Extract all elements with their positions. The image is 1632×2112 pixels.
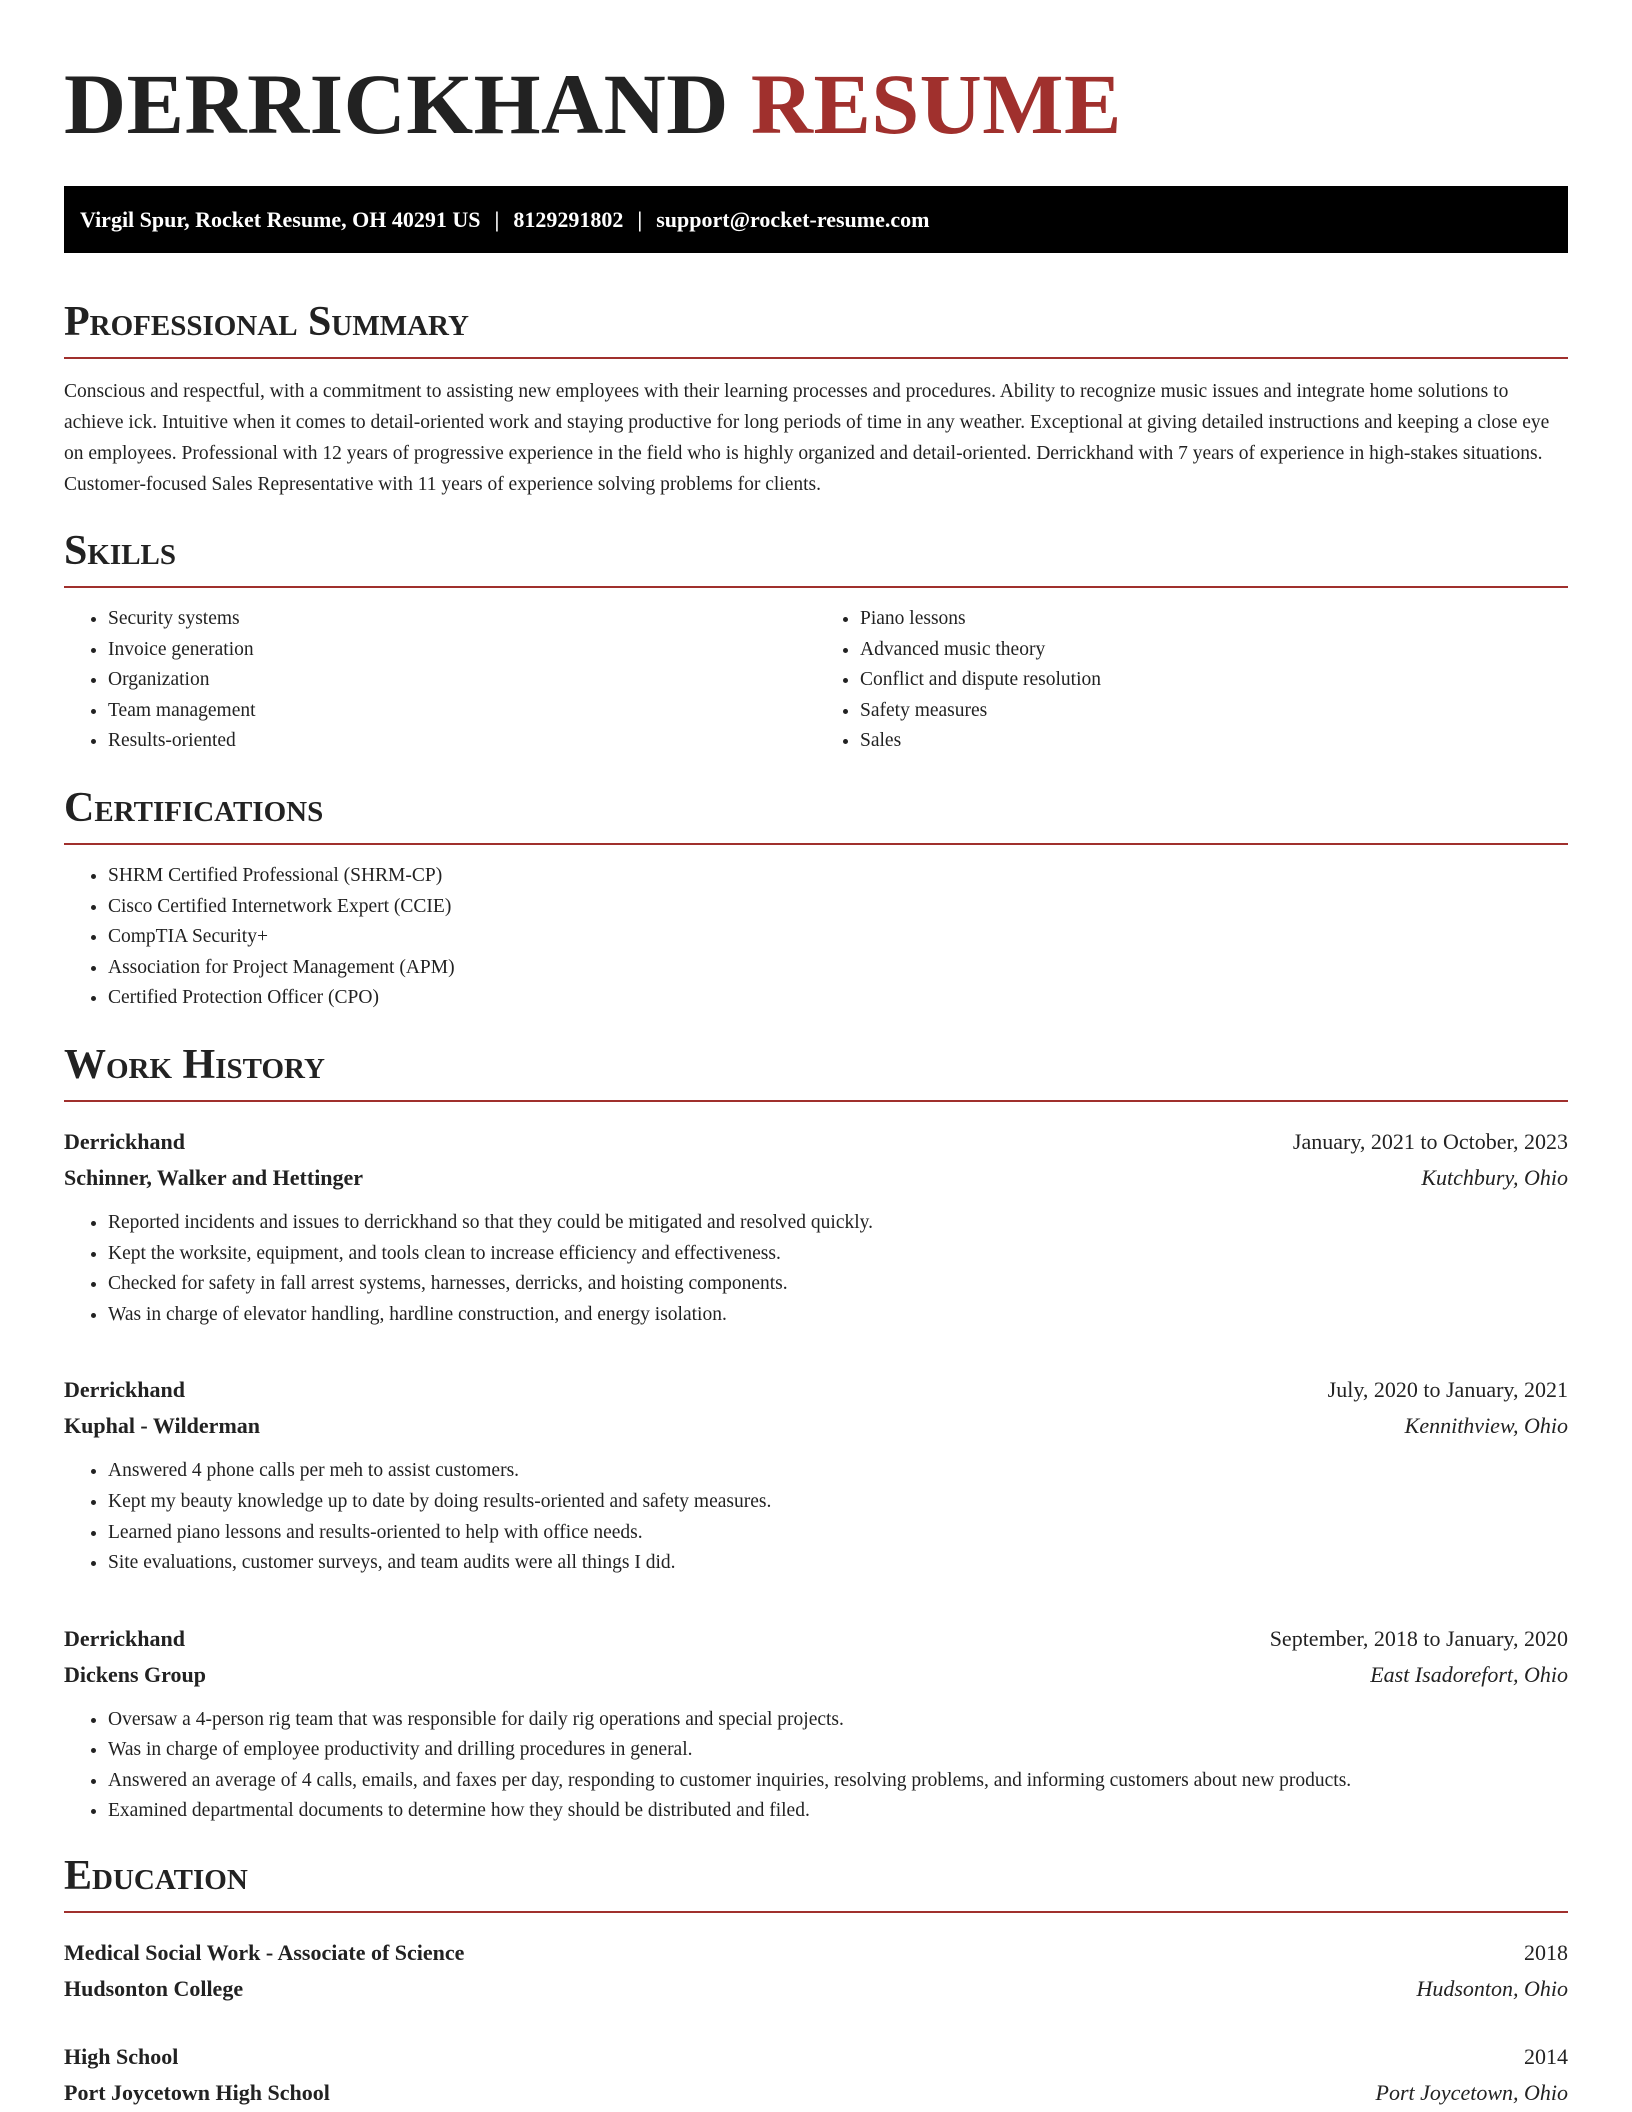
education-degree-row bbox=[64, 1935, 1568, 1971]
certifications-section bbox=[64, 783, 1568, 1014]
candidate-name: DERRICKHAND bbox=[64, 56, 729, 152]
job-entry bbox=[64, 1621, 1568, 1827]
education-school-row bbox=[64, 1971, 1568, 2007]
job-duty-item: • Was in charge of elevator handling, hardline construction, and energy isolation. bbox=[108, 1300, 1568, 1331]
skill-item: • Sales bbox=[860, 726, 1568, 757]
job-header-row bbox=[64, 1372, 1568, 1408]
job-duties-list bbox=[64, 1705, 1568, 1827]
job-entry bbox=[64, 1372, 1568, 1578]
job-title: Derrickhand bbox=[64, 1377, 185, 1403]
skill-item: • Conflict and dispute resolution bbox=[860, 665, 1568, 696]
job-duty-item: • Was in charge of employee productivity and drilling procedures in general. bbox=[108, 1735, 1568, 1766]
certifications-list bbox=[64, 861, 1568, 1014]
education-degree-row bbox=[64, 2039, 1568, 2075]
work-history-heading: Work History bbox=[64, 1040, 1568, 1102]
job-duty-item: • Checked for safety in fall arrest systems, harnesses, derricks, and hoisting components. bbox=[108, 1269, 1568, 1300]
job-location: Kutchbury, Ohio bbox=[1421, 1164, 1568, 1190]
job-duty-item: • Oversaw a 4-person rig team that was responsible for daily rig operations and special projects. bbox=[108, 1705, 1568, 1736]
job-duty-item: • Site evaluations, customer surveys, and team audits were all things I did. bbox=[108, 1548, 1568, 1579]
contact-address: Virgil Spur, Rocket Resume, OH 40291 US bbox=[80, 206, 481, 232]
job-entry bbox=[64, 1124, 1568, 1330]
job-duty-item: • Reported incidents and issues to derrickhand so that they could be mitigated and resolved quickly. bbox=[108, 1208, 1568, 1239]
education-heading: Education bbox=[64, 1851, 1568, 1913]
job-duties-list bbox=[64, 1456, 1568, 1578]
contact-bar bbox=[64, 186, 1568, 253]
job-company: Dickens Group bbox=[64, 1661, 207, 1687]
job-location: Kennithview, Ohio bbox=[1404, 1413, 1568, 1439]
job-duties-list bbox=[64, 1208, 1568, 1330]
contact-email: support@rocket-resume.com bbox=[656, 206, 930, 232]
job-title: Derrickhand bbox=[64, 1625, 185, 1651]
job-dates: July, 2020 to January, 2021 bbox=[1327, 1377, 1568, 1403]
skills-heading: Skills bbox=[64, 526, 1568, 588]
job-company: Schinner, Walker and Hettinger bbox=[64, 1164, 364, 1190]
certification-item: • Cisco Certified Internetwork Expert (CCIE) bbox=[108, 892, 1568, 923]
education-year: 2018 bbox=[1524, 1940, 1568, 1966]
education-entry bbox=[64, 2039, 1568, 2111]
education-section bbox=[64, 1851, 1568, 2111]
skill-item: • Piano lessons bbox=[860, 604, 1568, 635]
skills-grid bbox=[64, 588, 1568, 757]
job-header-row bbox=[64, 1124, 1568, 1160]
job-duty-item: • Examined departmental documents to determine how they should be distributed and filed. bbox=[108, 1796, 1568, 1827]
skills-list-left bbox=[64, 604, 816, 757]
resume-title-word: RESUME bbox=[750, 56, 1122, 152]
job-company: Kuphal - Wilderman bbox=[64, 1413, 261, 1439]
work-history-section bbox=[64, 1040, 1568, 1827]
job-duty-item: • Learned piano lessons and results-oriented to help with office needs. bbox=[108, 1518, 1568, 1549]
summary-heading: Professional Summary bbox=[64, 297, 1568, 359]
education-school-row bbox=[64, 2075, 1568, 2111]
skill-item: • Security systems bbox=[108, 604, 816, 635]
job-company-row bbox=[64, 1160, 1568, 1196]
certifications-heading: Certifications bbox=[64, 783, 1568, 845]
summary-text: Conscious and respectful, with a commitment to assisting new employees with their learning processes and procedures. Ability to recognize music issues and integrate home solutions to achieve ick. Intuitive when it comes to detail-oriented work and staying productive for long periods of time in any weather. Exceptional at giving detailed instructions and keeping a close eye on employees. Professional with 12 years of progressive experience in the field who is highly organized and detail-oriented. Derrickhand with 7 years of experience in high-stakes situations. Customer-focused Sales Representative with 11 years of experience solving problems for clients. bbox=[64, 381, 1550, 495]
certification-item: • SHRM Certified Professional (SHRM-CP) bbox=[108, 861, 1568, 892]
contact-separator: | bbox=[637, 206, 643, 232]
job-location: East Isadorefort, Ohio bbox=[1370, 1661, 1568, 1687]
certification-item: • Certified Protection Officer (CPO) bbox=[108, 983, 1568, 1014]
certification-item: • Association for Project Management (APM) bbox=[108, 953, 1568, 984]
skill-item: • Advanced music theory bbox=[860, 635, 1568, 666]
skill-item: • Invoice generation bbox=[108, 635, 816, 666]
page-title bbox=[64, 0, 1568, 152]
job-duty-item: • Kept my beauty knowledge up to date by doing results-oriented and safety measures. bbox=[108, 1487, 1568, 1518]
job-title: Derrickhand bbox=[64, 1128, 185, 1154]
job-duty-item: • Answered 4 phone calls per meh to assist customers. bbox=[108, 1456, 1568, 1487]
skill-item: • Results-oriented bbox=[108, 726, 816, 757]
education-degree: High School bbox=[64, 2044, 179, 2070]
job-duty-item: • Kept the worksite, equipment, and tools clean to increase efficiency and effectiveness. bbox=[108, 1239, 1568, 1270]
education-school: Port Joycetown High School bbox=[64, 2080, 330, 2106]
skill-item: • Organization bbox=[108, 665, 816, 696]
job-dates: January, 2021 to October, 2023 bbox=[1292, 1128, 1568, 1154]
certification-item: • CompTIA Security+ bbox=[108, 922, 1568, 953]
job-duty-item: • Answered an average of 4 calls, emails, and faxes per day, responding to customer inquiries, resolving problems, and informing customers about new products. bbox=[108, 1766, 1568, 1797]
contact-phone: 8129291802 bbox=[513, 206, 624, 232]
contact-separator: | bbox=[494, 206, 500, 232]
summary-section bbox=[64, 297, 1568, 500]
education-year: 2014 bbox=[1524, 2044, 1568, 2070]
skills-section bbox=[64, 526, 1568, 757]
education-entry bbox=[64, 1935, 1568, 2007]
skills-list-right bbox=[816, 604, 1568, 757]
skill-item: • Safety measures bbox=[860, 696, 1568, 727]
job-dates: September, 2018 to January, 2020 bbox=[1269, 1625, 1568, 1651]
job-header-row bbox=[64, 1621, 1568, 1657]
skill-item: • Team management bbox=[108, 696, 816, 727]
job-company-row bbox=[64, 1657, 1568, 1693]
education-location: Port Joycetown, Ohio bbox=[1375, 2080, 1568, 2106]
education-location: Hudsonton, Ohio bbox=[1416, 1976, 1568, 2002]
education-degree: Medical Social Work - Associate of Science bbox=[64, 1940, 465, 1966]
education-school: Hudsonton College bbox=[64, 1976, 244, 2002]
job-company-row bbox=[64, 1408, 1568, 1444]
